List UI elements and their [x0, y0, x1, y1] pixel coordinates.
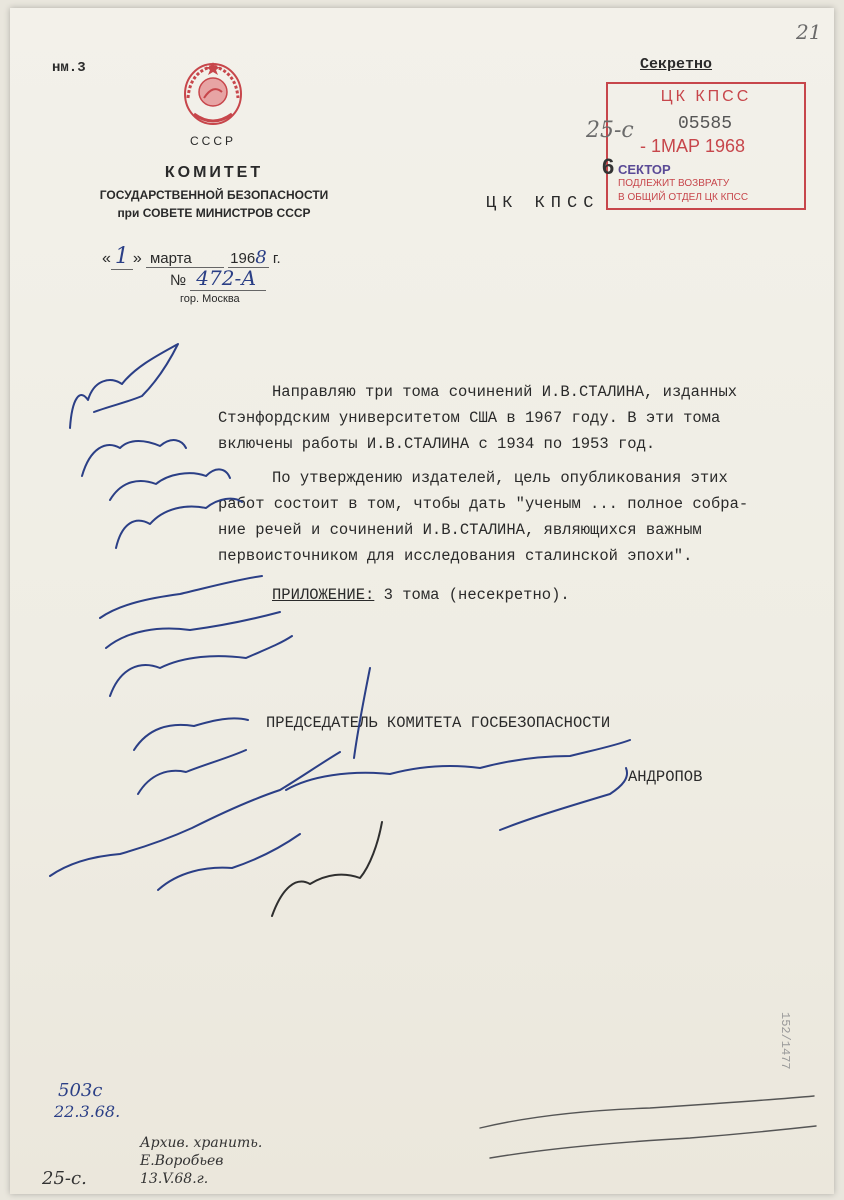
archive-note-line-3: 13.V.68.г.: [140, 1171, 209, 1187]
body-paragraph-2-line-3: ние речей и сочинений И.В.СТАЛИНА, являющихся важным: [218, 521, 702, 539]
body-paragraph-2-line-2: работ состоит в том, чтобы дать "ученым ... полное собра-: [218, 495, 749, 513]
body-paragraph-2-line-1: По утверждению издателей, цель опубликования этих: [272, 469, 728, 487]
signature-mark-7: [110, 636, 292, 696]
stamp-date: - 1МАР 1968: [640, 136, 746, 156]
archive-note: [140, 1134, 262, 1188]
date-year-handwritten: 8: [255, 247, 267, 268]
stamp-org: ЦК КПСС: [660, 88, 752, 105]
city-label: гор. Москва: [180, 293, 240, 305]
body-paragraph-1-line-2: Стэнфордским университетом США в 1967 году. В эти тома: [218, 409, 721, 427]
signature-mark-1: [70, 344, 178, 428]
org-committee: КОМИТЕТ: [164, 164, 264, 181]
attachment-text: 3 тома (несекретно).: [383, 586, 570, 604]
archive-note-line-2: Е.Воробьев: [140, 1153, 224, 1169]
stamp-return-department: В ОБЩИЙ ОТДЕЛ ЦК КПСС: [618, 192, 749, 203]
archive-code: 25-с.: [42, 1168, 87, 1189]
archive-date: 22.3.68.: [54, 1102, 121, 1121]
signature-mark-8: [134, 718, 248, 750]
org-state-security: ГОСУДАРСТВЕННОЙ БЕЗОПАСНОСТИ: [99, 188, 329, 202]
body-paragraph-2-line-4: первоисточником для исследования сталинской эпохи".: [218, 547, 693, 565]
signature-mark-3: [110, 469, 230, 500]
ussr-emblem-icon: [180, 58, 246, 128]
attachment-label: ПРИЛОЖЕНИЕ:: [272, 586, 375, 604]
signature-mark-9: [138, 750, 246, 794]
reference-code: нм.3: [52, 60, 86, 76]
document-number: 472-А: [190, 266, 266, 291]
body-paragraph-1-line-1: Направляю три тома сочинений И.В.СТАЛИНА, изданных: [272, 383, 738, 401]
archive-note-line-1: Архив. хранить.: [140, 1135, 263, 1151]
signature-mark-2: [82, 440, 186, 476]
date-line: « 1 » марта 1968 г.: [102, 244, 281, 269]
signature-mark-5: [100, 576, 262, 618]
archive-number: 503с: [58, 1080, 103, 1101]
date-day: 1: [111, 244, 133, 270]
addressee: ЦК КПСС: [486, 194, 600, 213]
signature-mark-6: [106, 612, 280, 648]
date-year-prefix: 196: [230, 250, 256, 267]
org-council-of-ministers: при СОВЕТЕ МИНИСТРОВ СССР: [117, 206, 311, 220]
date-month: марта: [146, 250, 224, 268]
date-year-suffix: г.: [272, 250, 281, 267]
stamp-return-note: ПОДЛЕЖИТ ВОЗВРАТУ: [618, 178, 730, 189]
stamp-sector-digit: 6: [602, 154, 615, 179]
classification-label: Секретно: [640, 56, 713, 73]
document-page: [10, 8, 834, 1194]
signer-title: ПРЕДСЕДАТЕЛЬ КОМИТЕТА ГОСБЕЗОПАСНОСТИ: [266, 714, 611, 732]
document-number-line: [170, 266, 266, 291]
body-paragraph-1-line-3: включены работы И.В.СТАЛИНА с 1934 по 1953 год.: [218, 435, 656, 453]
stamp-handwritten-code: 25-с: [586, 118, 634, 143]
number-label: №: [170, 272, 187, 289]
andropov-signature: [286, 668, 630, 830]
sheet-number: 21: [796, 20, 822, 44]
registration-stamp: [586, 82, 806, 210]
signer-name: АНДРОПОВ: [628, 768, 703, 786]
faint-pencil-note: [480, 1096, 816, 1158]
org-country: СССР: [189, 134, 236, 148]
signature-mark-10: [50, 752, 340, 876]
stamp-number: 05585: [678, 114, 733, 134]
pencil-signature: [272, 822, 382, 916]
signature-mark-11: [158, 834, 300, 890]
attachment-line: [272, 586, 570, 604]
sector-stamp: СЕКТОР: [618, 162, 671, 177]
side-stamp-number: 152/1477: [778, 1012, 792, 1070]
